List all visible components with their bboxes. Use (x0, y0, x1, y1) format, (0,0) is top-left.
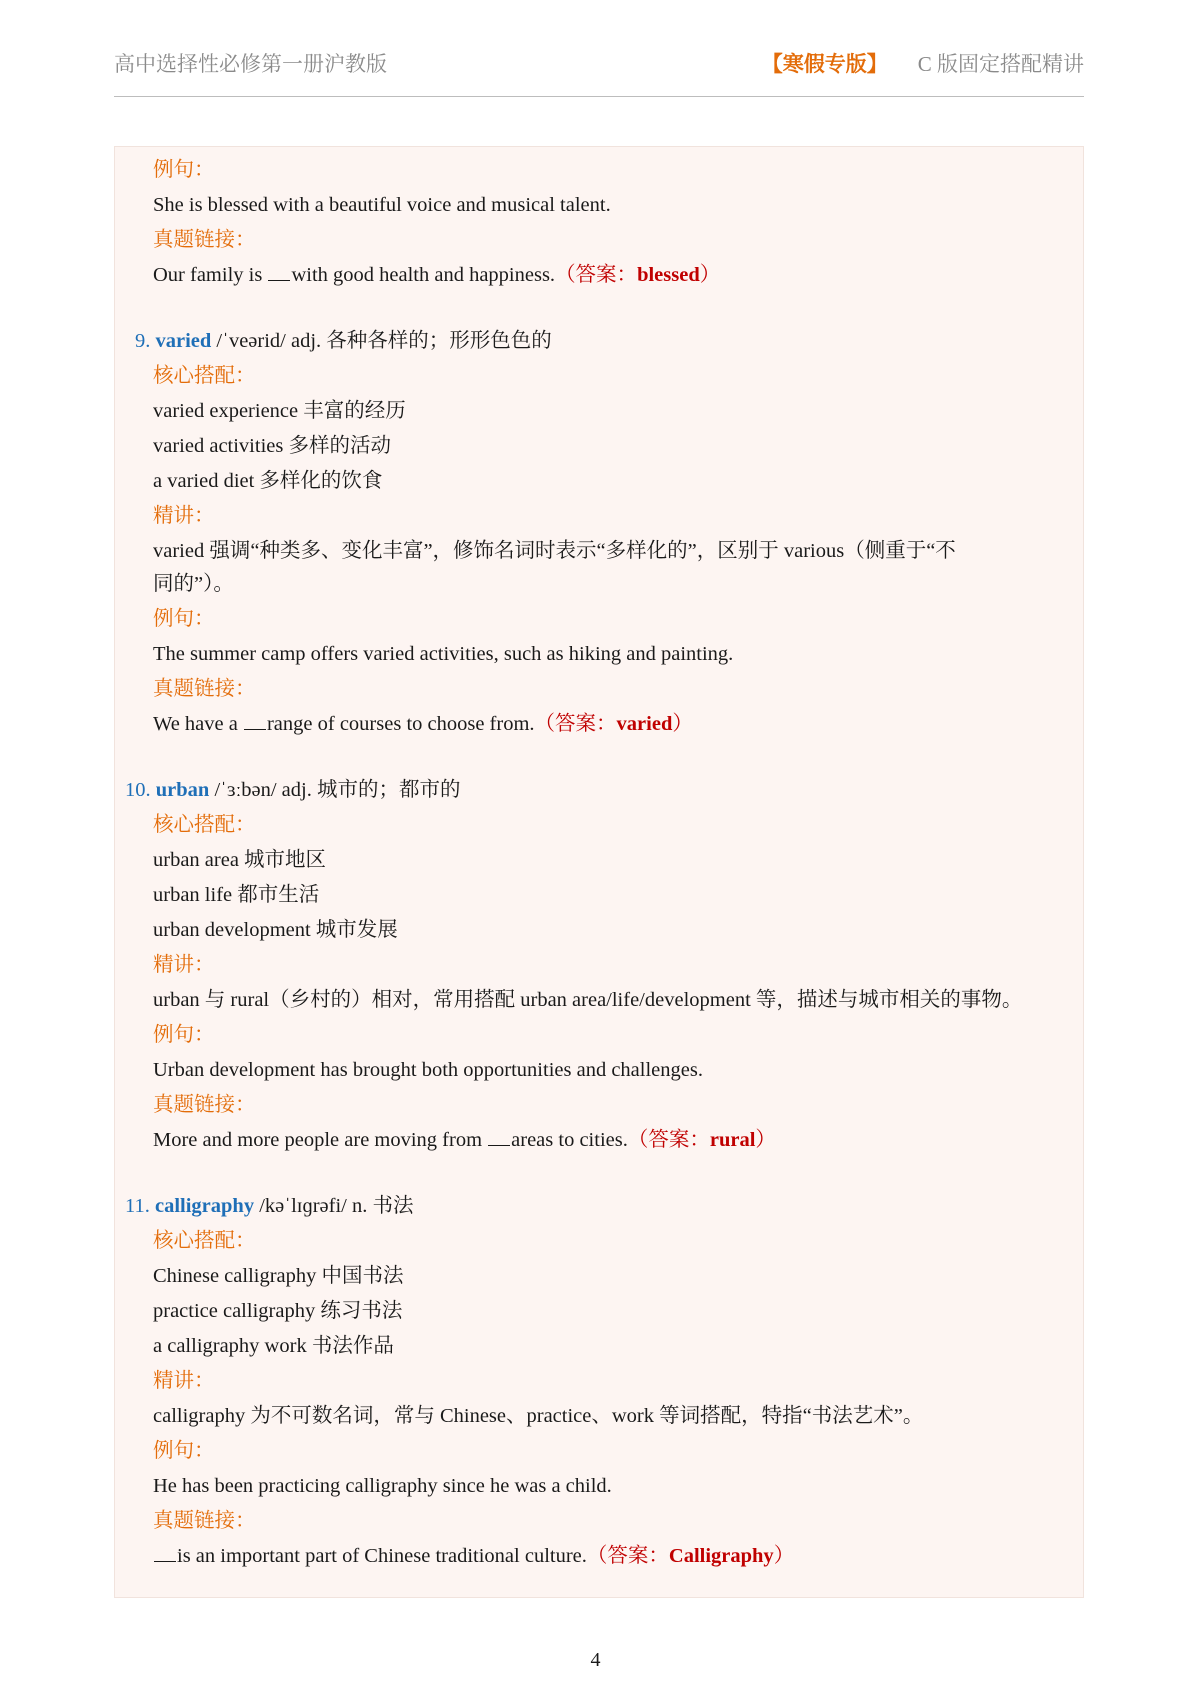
explain-label: 精讲： (153, 505, 215, 527)
page-header (114, 44, 1084, 97)
exam-label: 真题链接： (153, 229, 256, 251)
blank-line (154, 1547, 176, 1562)
blank-line (488, 1131, 510, 1146)
example-label: 例句： (153, 1440, 215, 1462)
entry-number: 9. (135, 330, 151, 352)
explain-label: 精讲： (153, 1370, 215, 1392)
collocation: Chinese calligraphy 中国书法 (153, 1265, 404, 1287)
page-number: 4 (590, 1649, 601, 1671)
exam-label: 真题链接： (153, 678, 256, 700)
exam-text-before: Our family is (153, 264, 268, 286)
collocation: urban area 城市地区 (153, 849, 327, 871)
explain-text: calligraphy 为不可数名词，常与 Chinese、practice、work 等词搭配，特指“书法艺术”。 (153, 1405, 924, 1427)
entry-headword (125, 1193, 414, 1219)
example-label: 例句： (153, 608, 215, 630)
exam-text-after: range of courses to choose from. (266, 713, 535, 735)
headword: urban (155, 779, 210, 801)
example-sentence: He has been practicing calligraphy since he was a child. (153, 1475, 612, 1497)
collocation-label: 核心搭配： (153, 1230, 256, 1252)
exam-label: 真题链接： (153, 1510, 256, 1532)
exam-sentence (153, 711, 693, 737)
answer: （答案：Calligraphy） (586, 1545, 795, 1567)
example-label: 例句： (153, 1024, 215, 1046)
headword: calligraphy (155, 1195, 255, 1217)
exam-text-before: More and more people are moving from (153, 1129, 488, 1151)
section-title: C 版固定搭配精讲 (917, 52, 1084, 76)
collocation-label: 核心搭配： (153, 814, 256, 836)
exam-text-after: areas to cities. (511, 1129, 628, 1151)
definition: /ˈɜːbən/ adj. 城市的；都市的 (209, 779, 461, 801)
exam-sentence (153, 262, 720, 288)
example-sentence: The summer camp offers varied activities, such as hiking and painting. (153, 643, 734, 665)
collocation: a varied diet 多样化的饮食 (153, 470, 383, 492)
entry-headword (125, 777, 460, 803)
exam-sentence (153, 1127, 776, 1153)
entry-number: 10. (125, 779, 151, 801)
explain-text: urban 与 rural（乡村的）相对，常用搭配 urban area/life/development 等，描述与城市相关的事物。 (153, 989, 1023, 1011)
headword: varied (155, 330, 212, 352)
collocation: a calligraphy work 书法作品 (153, 1335, 394, 1357)
collocation-label: 核心搭配： (153, 365, 256, 387)
definition: /kəˈlɪɡrəfi/ n. 书法 (254, 1195, 414, 1217)
collocation: varied experience 丰富的经历 (153, 400, 406, 422)
exam-text-before: We have a (153, 713, 243, 735)
blank-line (244, 715, 266, 730)
exam-sentence (153, 1543, 794, 1569)
exam-label: 真题链接： (153, 1094, 256, 1116)
header-right (762, 48, 1084, 78)
exam-text-after: is an important part of Chinese traditional culture. (177, 1545, 587, 1567)
collocation: urban life 都市生活 (153, 884, 320, 906)
answer: （答案：varied） (534, 713, 693, 735)
example-sentence: Urban development has brought both opportunities and challenges. (153, 1059, 703, 1081)
exam-text-after: with good health and happiness. (291, 264, 556, 286)
example-sentence: She is blessed with a beautiful voice and musical talent. (153, 194, 611, 216)
entry-number: 11. (125, 1195, 150, 1217)
explain-text: varied 强调“种类多、变化丰富”，修饰名词时表示“多样化的”，区别于 various（侧重于“不 (153, 540, 956, 562)
definition: /ˈveərid/ adj. 各种各样的；形形色色的 (211, 330, 552, 352)
book-title: 高中选择性必修第一册沪教版 (114, 52, 387, 76)
answer: （答案：rural） (627, 1129, 776, 1151)
content-panel (114, 146, 1084, 1598)
explain-label: 精讲： (153, 954, 215, 976)
entry-headword (135, 328, 552, 354)
collocation: urban development 城市发展 (153, 919, 398, 941)
collocation: varied activities 多样的活动 (153, 435, 391, 457)
answer: （答案：blessed） (555, 264, 721, 286)
blank-line (268, 266, 290, 281)
collocation: practice calligraphy 练习书法 (153, 1300, 403, 1322)
example-label: 例句： (153, 159, 215, 181)
explain-text: 同的”）。 (153, 573, 234, 595)
edition-badge: 【寒假专版】 (761, 52, 888, 76)
